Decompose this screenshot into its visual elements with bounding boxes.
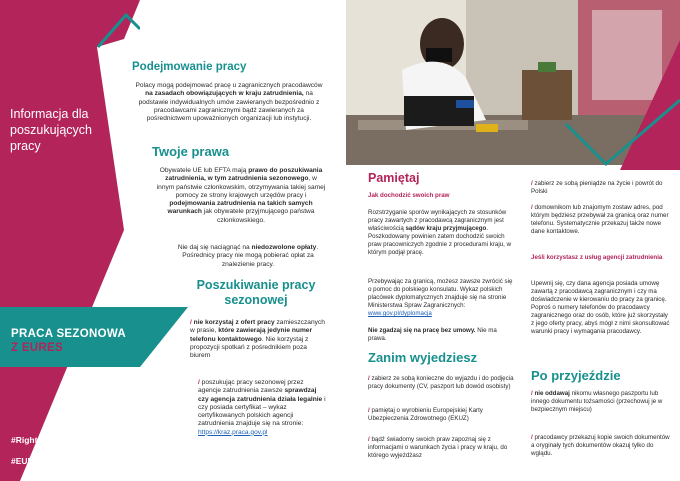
- heading-before-leaving: Zanim wyjedziesz: [368, 350, 478, 365]
- program-title: PRACA SEZONOWA: [11, 328, 126, 340]
- diplomacy-link[interactable]: www.gov.pl/dyplomacja: [368, 310, 432, 317]
- photo-corner-overlay: [546, 40, 680, 170]
- rights-subheading: Jak dochodzić swoich praw: [368, 192, 450, 199]
- before-item-2: / pamiętaj o wyrobieniu Europejskiej Karty Ubezpieczenia Zdrowotnego (EKUZ): [368, 407, 483, 422]
- col3-item-2: / domownikom lub znajomym zostaw adres, pod którym będziesz przebywał za granicą oraz numer telefonu. Systematycznie przekazuj także nowe dane kontaktowe.: [531, 204, 669, 235]
- heading-seasonal-search: Poszukiwanie pracy sezonowej: [196, 278, 316, 307]
- after-item-1: / nie oddawaj nikomu własnego paszportu lub innego dokumentu tożsamości (przechowuj je w bezpiecznym miejscu): [531, 390, 663, 413]
- heading-taking-work: Podejmowanie pracy: [132, 61, 247, 73]
- kraz-link[interactable]: https://kraz.praca.gov.pl: [198, 428, 268, 436]
- remember-text-3: Nie zgadzaj się na pracę bez umowy. Nie ma prawa.: [368, 327, 497, 342]
- info-title: Informacja dla poszukujących pracy: [10, 107, 92, 153]
- white-band: [0, 0, 135, 481]
- program-subtitle: Z EURES: [11, 342, 63, 354]
- heading-your-rights: Twoje prawa: [152, 144, 230, 159]
- search-item-1: / nie korzystaj z ofert pracy zamieszczanych w prasie, które zawierają jedynie numer telefonu kontaktowego. Nie korzystaj z propozycji spotkań z pośrednikiem poza biurem: [190, 319, 325, 360]
- col3-item-1: / zabierz ze sobą pieniądze na życie i powrót do Polski: [531, 180, 663, 195]
- before-item-1: / zabierz ze sobą konieczne do wyjazdu i do podjęcia pracy dokumenty (CV, paszport lub dowód osobisty): [368, 375, 514, 390]
- taking-work-text: Polacy mogą podejmować pracę u zagranicznych pracodawców na zasadach obowiązujących w kraju zatrudnienia, na podstawie indywidualnych umów zawieranych bezpośrednio z pracodawcami zagranicznymi bądź zawieranych za pośrednictwem upoważnionych organizacji lub instytucji.: [135, 82, 323, 123]
- column-divider: [362, 165, 364, 481]
- hashtag-rights[interactable]: #Rights4AllSeasons: [11, 435, 93, 445]
- before-item-3: / bądź świadomy swoich praw zapoznaj się z informacjami o warunkach życia i pracy w kraju, do którego wyjeżdżasz: [368, 436, 508, 459]
- fees-text: Nie daj się naciągnąć na niedozwolone opłaty. Pośrednicy pracy nie mogą pobierać opłat za znalezienie pracy.: [177, 244, 319, 268]
- after-item-2: / pracodawcy przekazuj kopie swoich dokumentów a oryginały tych dokumentów okazuj tylko do wglądu.: [531, 434, 670, 457]
- hashtag-seasonal[interactable]: #EURESeasonalWorks: [11, 456, 103, 466]
- agency-subheading: Jeśli korzystasz z usług agencji zatrudnienia: [531, 254, 663, 261]
- agency-text: Upewnij się, czy dana agencja posiada umowę zawartą z pracodawcą zagranicznym i czy ma doświadczenie w kierowaniu do pracy za granicę. Poproś o numery telefonów do pracodawcy zagranicznego oraz do osób, które już skorzystały z jego oferty pracy, abyś mógł z nimi skonsultować warunki pracy i wymagania pracodawcy.: [531, 280, 670, 335]
- search-item-2: / poszukując pracy sezonowej przez agencje zatrudnienia zawsze sprawdzaj czy agencja zatrudnienia działa legalnie i czy posiada certyfikat – wykaz certyfikowanych polskich agencji zatrudnienia znajduje się na stronie: https://kraz.praca.gov.pl: [198, 379, 326, 436]
- heading-after-arrival: Po przyjeździe: [531, 368, 621, 383]
- magenta-corner: [620, 40, 680, 170]
- heading-remember: Pamiętaj: [368, 171, 420, 185]
- remember-text-1: Rozstrzyganie sporów wynikających ze stosunków pracy zawartych z pracodawcą zagranicznym jest właściwością sądów kraju przyjmującego. Poszkodowany powinien zatem dochodzić swoich praw pracowniczych zgodnie z procedurami kraju, w którym podjął pracę.: [368, 209, 512, 256]
- rights-text: Obywatele UE lub EFTA mają prawo do poszukiwania zatrudnienia, w tym zatrudnienia sezonowego, w innym państwie członkowskim, otrzymywania takiej samej pomocy ze strony krajowych urzędów pracy i podejmowania zatrudnienia na takich samych warunkach jak obywatele przyjmującego państwa członkowskiego.: [156, 167, 326, 224]
- remember-text-2: Przebywając za granicą, możesz zawsze zwrócić się o pomoc do polskiego konsulatu. Wykaz polskich placówek dyplomatycznych znajduje się na stronie Ministerstwa Spraw Zagranicznych: www.gov.pl/dyplomacja: [368, 278, 513, 317]
